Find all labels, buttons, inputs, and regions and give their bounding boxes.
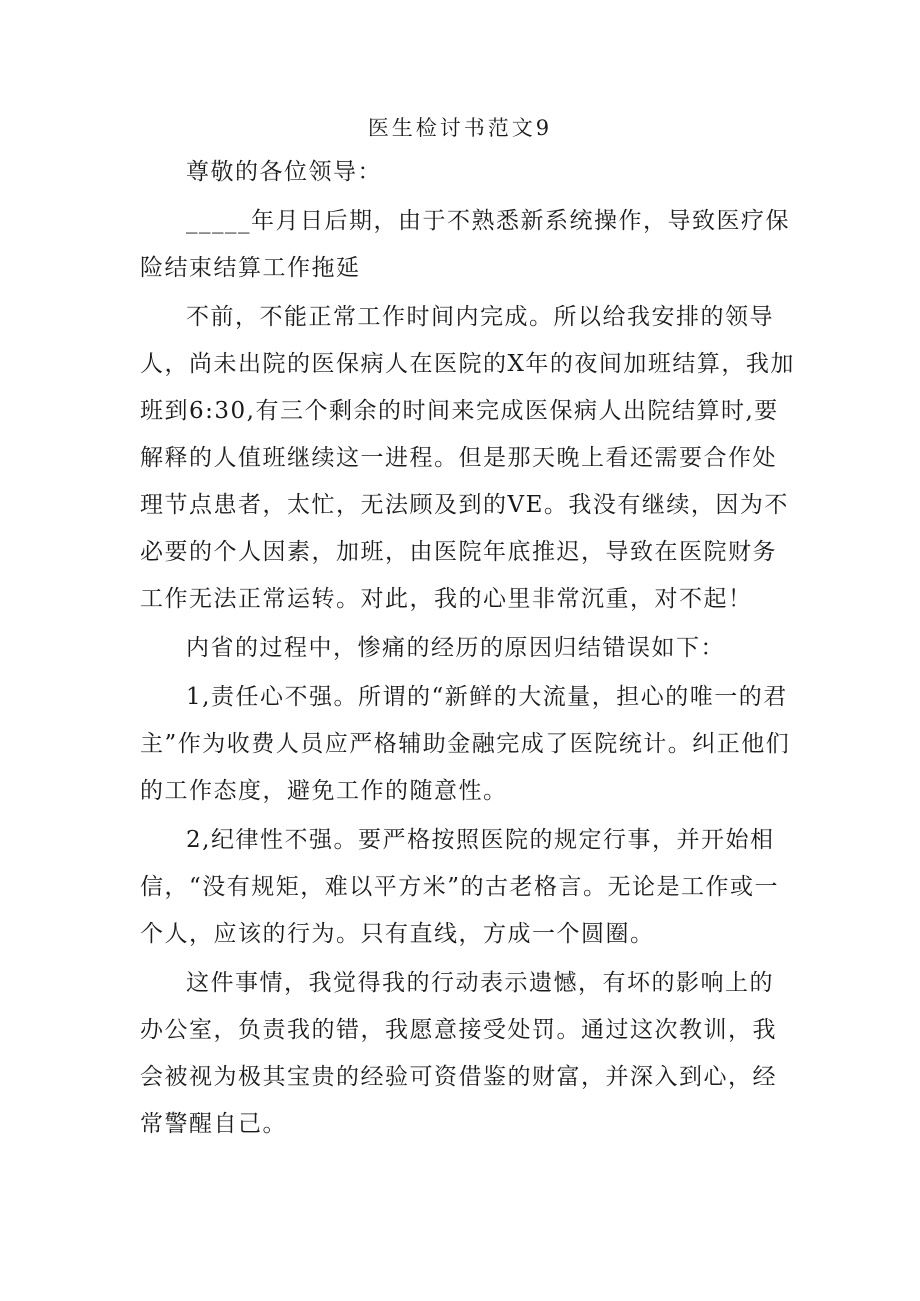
paragraph-4: 1,责任心不强。所谓的“新鲜的大流量，担心的唯一的君主”作为收费人员应严格辅助金融完成了医院统计。纠正他们的工作态度，避免工作的随意性。 bbox=[140, 684, 791, 804]
paragraph-3: 内省的过程中，惨痛的经历的原因归结错误如下： bbox=[186, 635, 725, 661]
document-title: 医生检讨书范文9 bbox=[367, 116, 553, 140]
paragraph-1: _____年月日后期，由于不熟悉新系统操作，导致医疗保险结束结算工作拖延 bbox=[140, 208, 790, 281]
paragraph-2: 不前，不能正常工作时间内完成。所以给我安排的领导人，尚未出院的医保病人在医院的X年的夜间加班结算，我加班到6:30,有三个剩余的时间来完成医保病人出院结算时,要解释的人值班继续这一进程。但是那天晚上看还需要合作处理节点患者，太忙，无法顾及到的VE。我没有继续，因为不必要的个人因素，加班，由医院年底推迟，导致在医院财务工作无法正常运转。对此，我的心里非常沉重，对不起！ bbox=[140, 304, 795, 612]
paragraph-5: 2,纪律性不强。要严格按照医院的规定行事，并开始相信，“没有规矩，难以平方米”的古老格言。无论是工作或一个人，应该的行为。只有直线，方成一个圆圈。 bbox=[140, 827, 780, 947]
salutation: 尊敬的各位领导： bbox=[186, 159, 382, 185]
document-body bbox=[140, 149, 795, 1148]
paragraph-6: 这件事情，我觉得我的行动表示遗憾，有坏的影响上的办公室，负责我的错，我愿意接受处罚。通过这次教训，我会被视为极其宝贵的经验可资借鉴的财富，并深入到心，经常警醒自己。 bbox=[140, 970, 777, 1137]
